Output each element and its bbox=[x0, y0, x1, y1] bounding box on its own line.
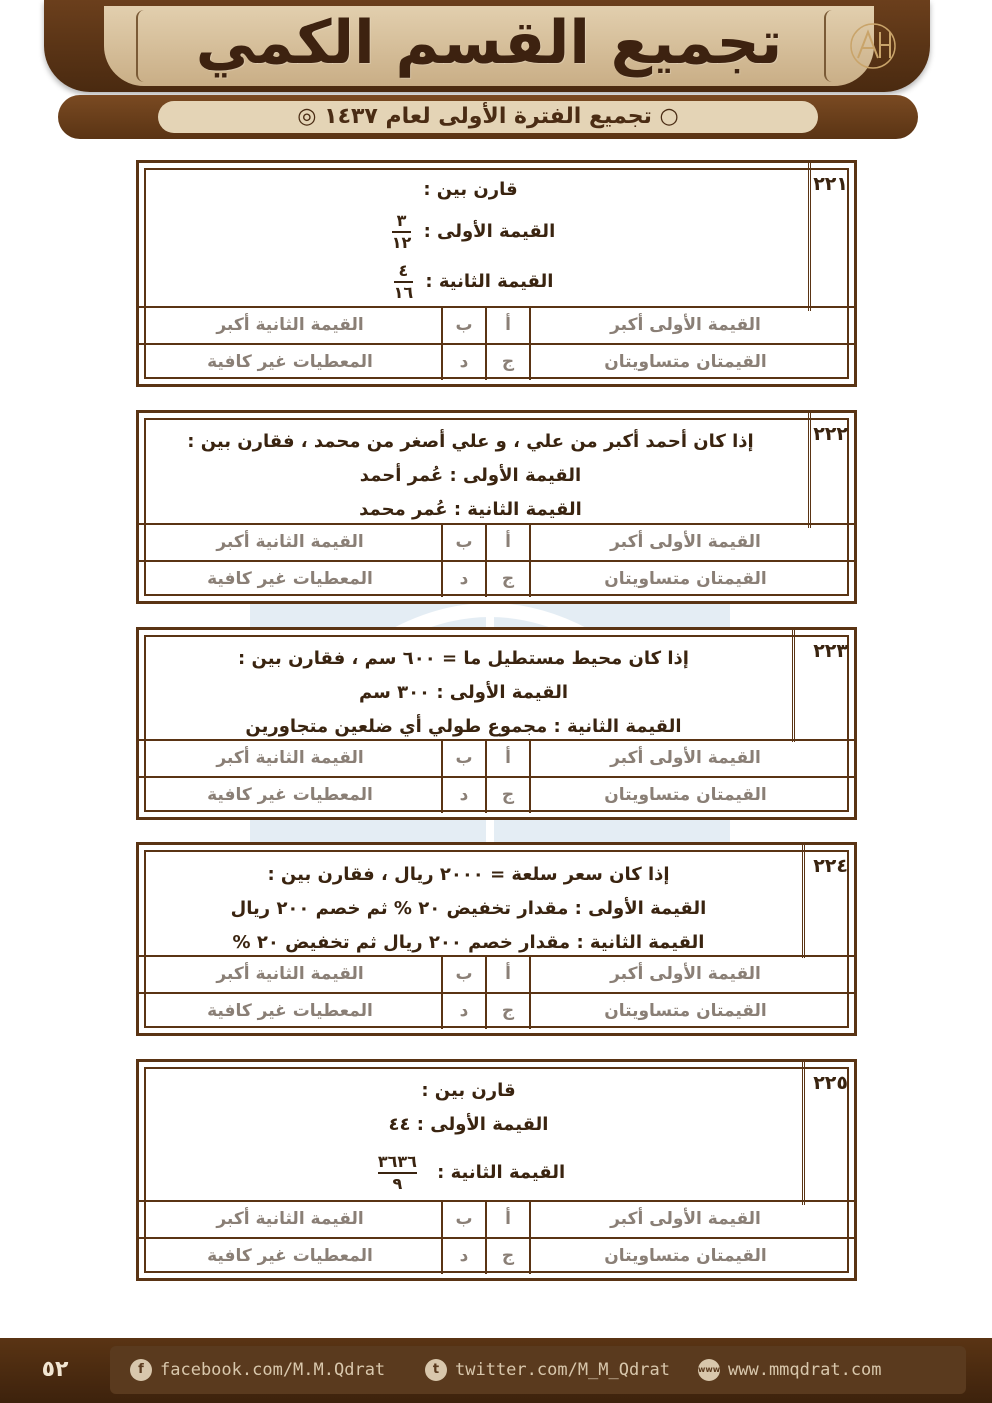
facebook-icon: f bbox=[130, 1359, 152, 1381]
page-subtitle: ○ تجميع الفترة الأولى لعام ١٤٣٧ ◎ bbox=[297, 104, 679, 129]
choice-b-text[interactable]: القيمة الثانية أكبر bbox=[216, 748, 364, 768]
choice-b-text[interactable]: القيمة الثانية أكبر bbox=[216, 964, 364, 984]
stem-line-2: القيمة الأولى : عُمر أحمد bbox=[359, 465, 582, 486]
choice-c-text[interactable]: القيمتان متساويتان bbox=[529, 345, 840, 380]
choice-a-label[interactable]: أ bbox=[485, 741, 529, 776]
stem-line-3: القيمة الثانية : مجموع طولي أي ضلعين متجاورين bbox=[245, 716, 682, 737]
choice-a-text[interactable]: القيمة الأولى أكبر bbox=[529, 308, 840, 343]
page-footer bbox=[0, 1338, 992, 1403]
choice-b-text[interactable]: القيمة الثانية أكبر bbox=[216, 1209, 364, 1229]
question-stem bbox=[139, 425, 802, 527]
choice-a-text[interactable]: القيمة الأولى أكبر bbox=[529, 741, 840, 776]
choices-row-2 bbox=[139, 776, 854, 813]
question-224 bbox=[136, 842, 857, 1036]
choice-c-text[interactable]: القيمتان متساويتان bbox=[529, 562, 840, 597]
stem-line-1: إذا كان أحمد أكبر من علي ، و علي أصغر من محمد ، فقارن بين : bbox=[187, 431, 754, 452]
ornament-left-icon bbox=[136, 10, 152, 82]
stem-line-1: قارن بين : bbox=[421, 1080, 516, 1101]
question-number: ٢٢٥ bbox=[813, 1072, 848, 1094]
question-stem bbox=[139, 642, 788, 744]
stem-line-1: إذا كان محيط مستطيل ما = ٦٠٠ سم ، فقارن بين : bbox=[238, 648, 689, 669]
question-stem bbox=[139, 173, 802, 307]
question-number: ٢٢١ bbox=[813, 173, 848, 195]
choices-row-1 bbox=[139, 955, 854, 992]
choices-row-1 bbox=[139, 523, 854, 560]
choice-d-label[interactable]: د bbox=[441, 562, 485, 597]
question-222 bbox=[136, 410, 857, 604]
website-link[interactable]: www www.mmqdrat.com bbox=[698, 1360, 882, 1380]
choices-row-2 bbox=[139, 560, 854, 597]
choice-a-label[interactable]: أ bbox=[485, 308, 529, 343]
choice-d-text[interactable]: المعطيات غير كافية bbox=[207, 1001, 373, 1021]
stem-line-3: القيمة الثانية : bbox=[437, 1162, 566, 1183]
question-225 bbox=[136, 1059, 857, 1281]
choice-d-text[interactable]: المعطيات غير كافية bbox=[207, 569, 373, 589]
choice-d-text[interactable]: المعطيات غير كافية bbox=[207, 1246, 373, 1266]
choice-d-label[interactable]: د bbox=[441, 778, 485, 813]
choice-b-label[interactable]: ب bbox=[441, 741, 485, 776]
stem-line-3: القيمة الثانية : bbox=[425, 271, 554, 292]
website-icon: www bbox=[698, 1359, 720, 1381]
choice-b-label[interactable]: ب bbox=[441, 308, 485, 343]
header-title-plate bbox=[104, 6, 874, 86]
question-number: ٢٢٣ bbox=[813, 640, 848, 662]
question-stem bbox=[139, 858, 798, 960]
choice-c-text[interactable]: القيمتان متساويتان bbox=[529, 778, 840, 813]
choice-d-text[interactable]: المعطيات غير كافية bbox=[207, 785, 373, 805]
choice-d-label[interactable]: د bbox=[441, 994, 485, 1029]
fraction-second-value: $\frac{٤}{١٦}$ bbox=[393, 261, 414, 302]
header-banner bbox=[44, 0, 930, 92]
choice-b-label[interactable]: ب bbox=[441, 957, 485, 992]
stem-line-2: القيمة الأولى : مقدار تخفيض ٢٠ % ثم خصم ٢٠٠ ريال bbox=[230, 898, 707, 919]
choice-b-label[interactable]: ب bbox=[441, 1202, 485, 1237]
stem-line-2: القيمة الأولى : bbox=[423, 221, 556, 242]
choice-c-label[interactable]: ج bbox=[485, 345, 529, 380]
answer-choices bbox=[139, 306, 854, 380]
choice-c-label[interactable]: ج bbox=[485, 778, 529, 813]
twitter-icon: t bbox=[425, 1359, 447, 1381]
fraction-second-value: $\frac{٣٦٣٦}{٩}$ bbox=[377, 1152, 417, 1193]
choice-a-text[interactable]: القيمة الأولى أكبر bbox=[529, 957, 840, 992]
page-title: تجميع القسم الكمي bbox=[195, 8, 783, 78]
choice-b-text[interactable]: القيمة الثانية أكبر bbox=[216, 315, 364, 335]
choices-row-2 bbox=[139, 992, 854, 1029]
choice-a-label[interactable]: أ bbox=[485, 957, 529, 992]
facebook-link[interactable]: f facebook.com/M.M.Qdrat bbox=[130, 1346, 385, 1394]
stem-line-1: قارن بين : bbox=[423, 179, 518, 200]
choice-d-label[interactable]: د bbox=[441, 345, 485, 380]
subtitle-banner bbox=[58, 95, 918, 139]
logo-icon bbox=[838, 18, 908, 78]
fraction-first-value: $\frac{٣}{١٢}$ bbox=[391, 211, 412, 252]
choice-c-text[interactable]: القيمتان متساويتان bbox=[529, 994, 840, 1029]
question-223 bbox=[136, 627, 857, 820]
choice-b-label[interactable]: ب bbox=[441, 525, 485, 560]
choices-row-2 bbox=[139, 1237, 854, 1274]
choices-row-2 bbox=[139, 343, 854, 380]
stem-line-1: إذا كان سعر سلعة = ٢٠٠٠ ريال ، فقارن بين : bbox=[267, 864, 670, 885]
choices-row-1 bbox=[139, 306, 854, 343]
answer-choices bbox=[139, 955, 854, 1029]
stem-line-3: القيمة الثانية : مقدار خصم ٢٠٠ ريال ثم تخفيض ٢٠ % bbox=[232, 932, 705, 953]
answer-choices bbox=[139, 523, 854, 597]
twitter-link[interactable]: t twitter.com/M_M_Qdrat bbox=[425, 1346, 670, 1394]
choices-row-1 bbox=[139, 1200, 854, 1237]
question-number: ٢٢٤ bbox=[813, 855, 848, 877]
page-number: ٥٢ bbox=[41, 1357, 69, 1382]
stem-line-2: القيمة الأولى : ٤٤ bbox=[388, 1114, 549, 1135]
choice-c-label[interactable]: ج bbox=[485, 1239, 529, 1274]
choice-a-text[interactable]: القيمة الأولى أكبر bbox=[529, 525, 840, 560]
choice-d-label[interactable]: د bbox=[441, 1239, 485, 1274]
question-221 bbox=[136, 160, 857, 387]
choice-c-label[interactable]: ج bbox=[485, 562, 529, 597]
choice-b-text[interactable]: القيمة الثانية أكبر bbox=[216, 532, 364, 552]
choice-c-label[interactable]: ج bbox=[485, 994, 529, 1029]
choice-d-text[interactable]: المعطيات غير كافية bbox=[207, 352, 373, 372]
stem-line-3: القيمة الثانية : عُمر محمد bbox=[359, 499, 582, 520]
question-stem bbox=[139, 1074, 798, 1204]
stem-line-2: القيمة الأولى : ٣٠٠ سم bbox=[358, 682, 568, 703]
answer-choices bbox=[139, 1200, 854, 1274]
question-number: ٢٢٢ bbox=[813, 423, 848, 445]
choice-c-text[interactable]: القيمتان متساويتان bbox=[529, 1239, 840, 1274]
choices-row-1 bbox=[139, 739, 854, 776]
answer-choices bbox=[139, 739, 854, 813]
choice-a-label[interactable]: أ bbox=[485, 1202, 529, 1237]
choice-a-text[interactable]: القيمة الأولى أكبر bbox=[529, 1202, 840, 1237]
choice-a-label[interactable]: أ bbox=[485, 525, 529, 560]
